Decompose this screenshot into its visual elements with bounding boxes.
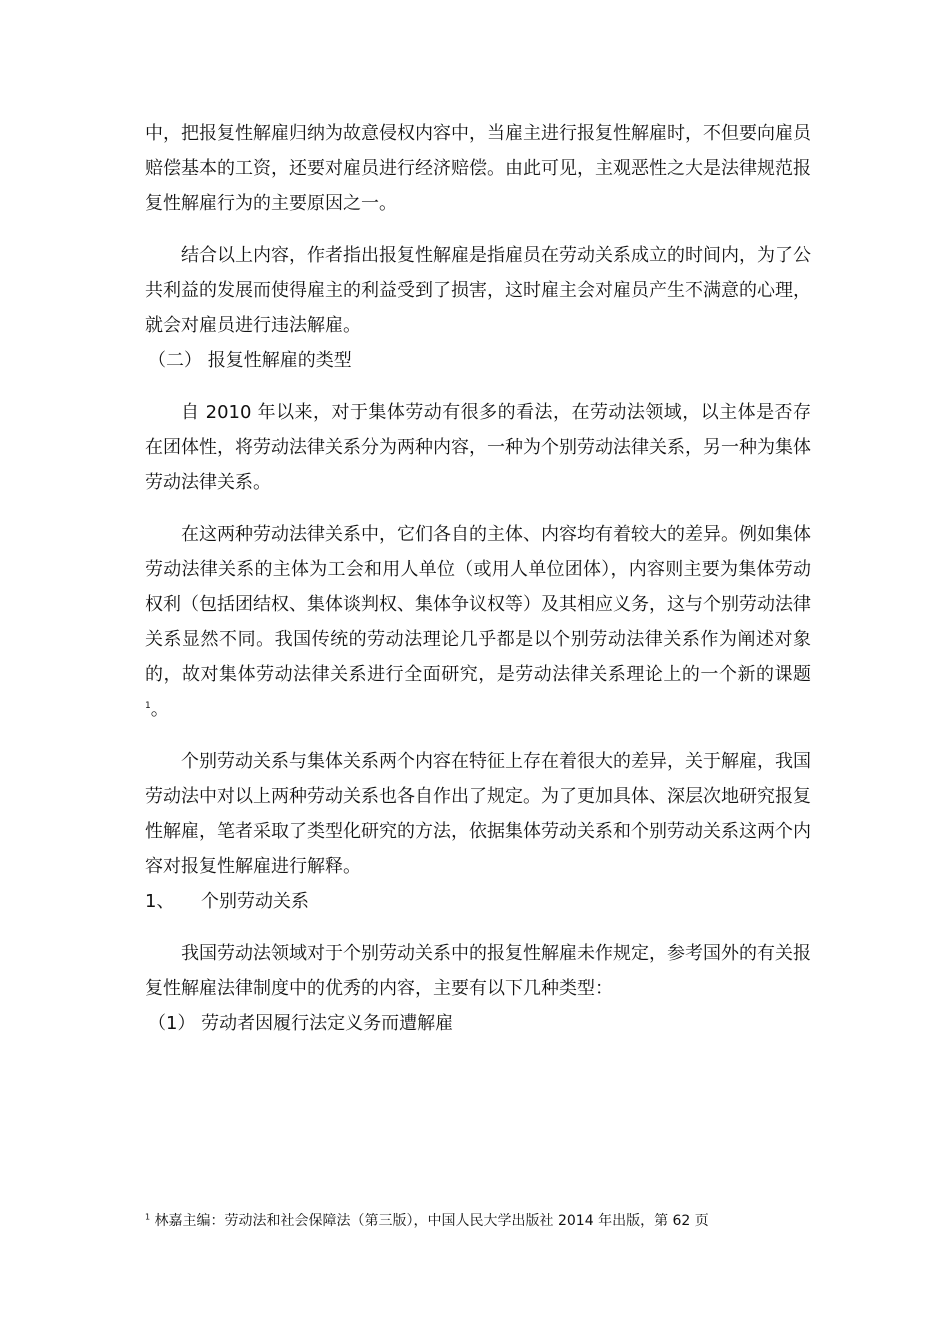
text-run: 中， xyxy=(145,123,181,144)
document-body xyxy=(145,116,811,1041)
text-run: 不但要向雇员赔偿基本的工资， xyxy=(145,123,811,179)
text-run: 参考国外的有关报复性解雇法律制度中的优秀的内容， xyxy=(145,943,811,999)
text-run: 我国劳动法领域对于个别劳动关系中的报复性解雇未作规定， xyxy=(181,943,667,964)
text-run: 关于解雇，我国劳动法中对以上两种劳动关系也各自作出了规定。为了更加具体、深层次地研究报复性解雇，笔者采取了类型化研究的方法， xyxy=(145,751,811,842)
enum-number: 1、 xyxy=(145,891,175,912)
footnote-marker: 1 xyxy=(145,1212,151,1222)
text-run: 。 xyxy=(150,699,169,720)
subsection-heading xyxy=(145,884,811,919)
footnote-reference[interactable]: 1 xyxy=(145,701,151,711)
paragraph-6 xyxy=(145,936,811,1006)
text-run: 以主体是否存在团体性，将劳动法律关系分为两种内容，一种为个别劳动法律关系，另一种为集体劳动法律关系。 xyxy=(145,402,812,493)
paragraph-3 xyxy=(145,395,811,500)
text-run: 主要有以下几种类型： xyxy=(433,978,613,999)
text-run: 由此可见，主观恶性之大是法律规范报复性解雇行为的主要原因之一。 xyxy=(145,158,811,214)
paragraph-2: 结合以上内容，作者指出报复性解雇是指雇员在劳动关系成立的时间内，为了公共利益的发展而使得雇主的利益受到了损害，这时雇主会对雇员产生不满意的心理，就会对雇员进行违法解雇。 xyxy=(145,245,811,336)
paragraph-5 xyxy=(145,744,811,884)
text-run: 个别劳动关系与集体关系两个内容在特征上存在着很大的差异， xyxy=(181,751,685,772)
text-run: 依据集体劳动关系和个别劳动关系这两个内容对报复性解雇进行解释。 xyxy=(145,821,811,877)
sub-subsection-heading: （1） 劳动者因履行法定义务而遭解雇 xyxy=(148,1013,454,1034)
section-heading: （二） 报复性解雇的类型 xyxy=(148,350,352,371)
footnote xyxy=(145,1210,811,1232)
paragraph-1 xyxy=(145,116,811,221)
text-run: 对于集体劳动有很多的看法， xyxy=(331,402,572,423)
text-run: 在劳动法领域， xyxy=(571,402,701,423)
text-run: 自 2010 年以来， xyxy=(181,402,332,423)
text-run: 在这两种劳动法律关系中，它们各自的主体、内容均有着较大的差异。例如集体劳动法律关系的主体为工会和用人单位（或用人单位团体），内容则主要为集体劳动权利（包括团结权、集体谈判权、集体争议权等）及其相应义务，这与个别劳动法律关系显然不同。我国传统的劳动法理论几乎都是以个别劳动法律关系作为阐述对象的，故对集体劳动法律关系进行全面研究，是劳动法律关系理论上的一个新的课题 xyxy=(145,524,811,685)
text-run: 把报复性解雇归纳为故意侵权内容中，当雇主进行报复性解雇时， xyxy=(181,123,703,144)
text-run: 还要对雇员进行经济赔偿。 xyxy=(289,158,505,179)
footnote-text: 林嘉主编：劳动法和社会保障法（第三版），中国人民大学出版社 2014 年出版，第 62 页 xyxy=(150,1213,709,1229)
paragraph-4 xyxy=(145,517,811,727)
subsection-title: 个别劳动关系 xyxy=(201,891,309,912)
